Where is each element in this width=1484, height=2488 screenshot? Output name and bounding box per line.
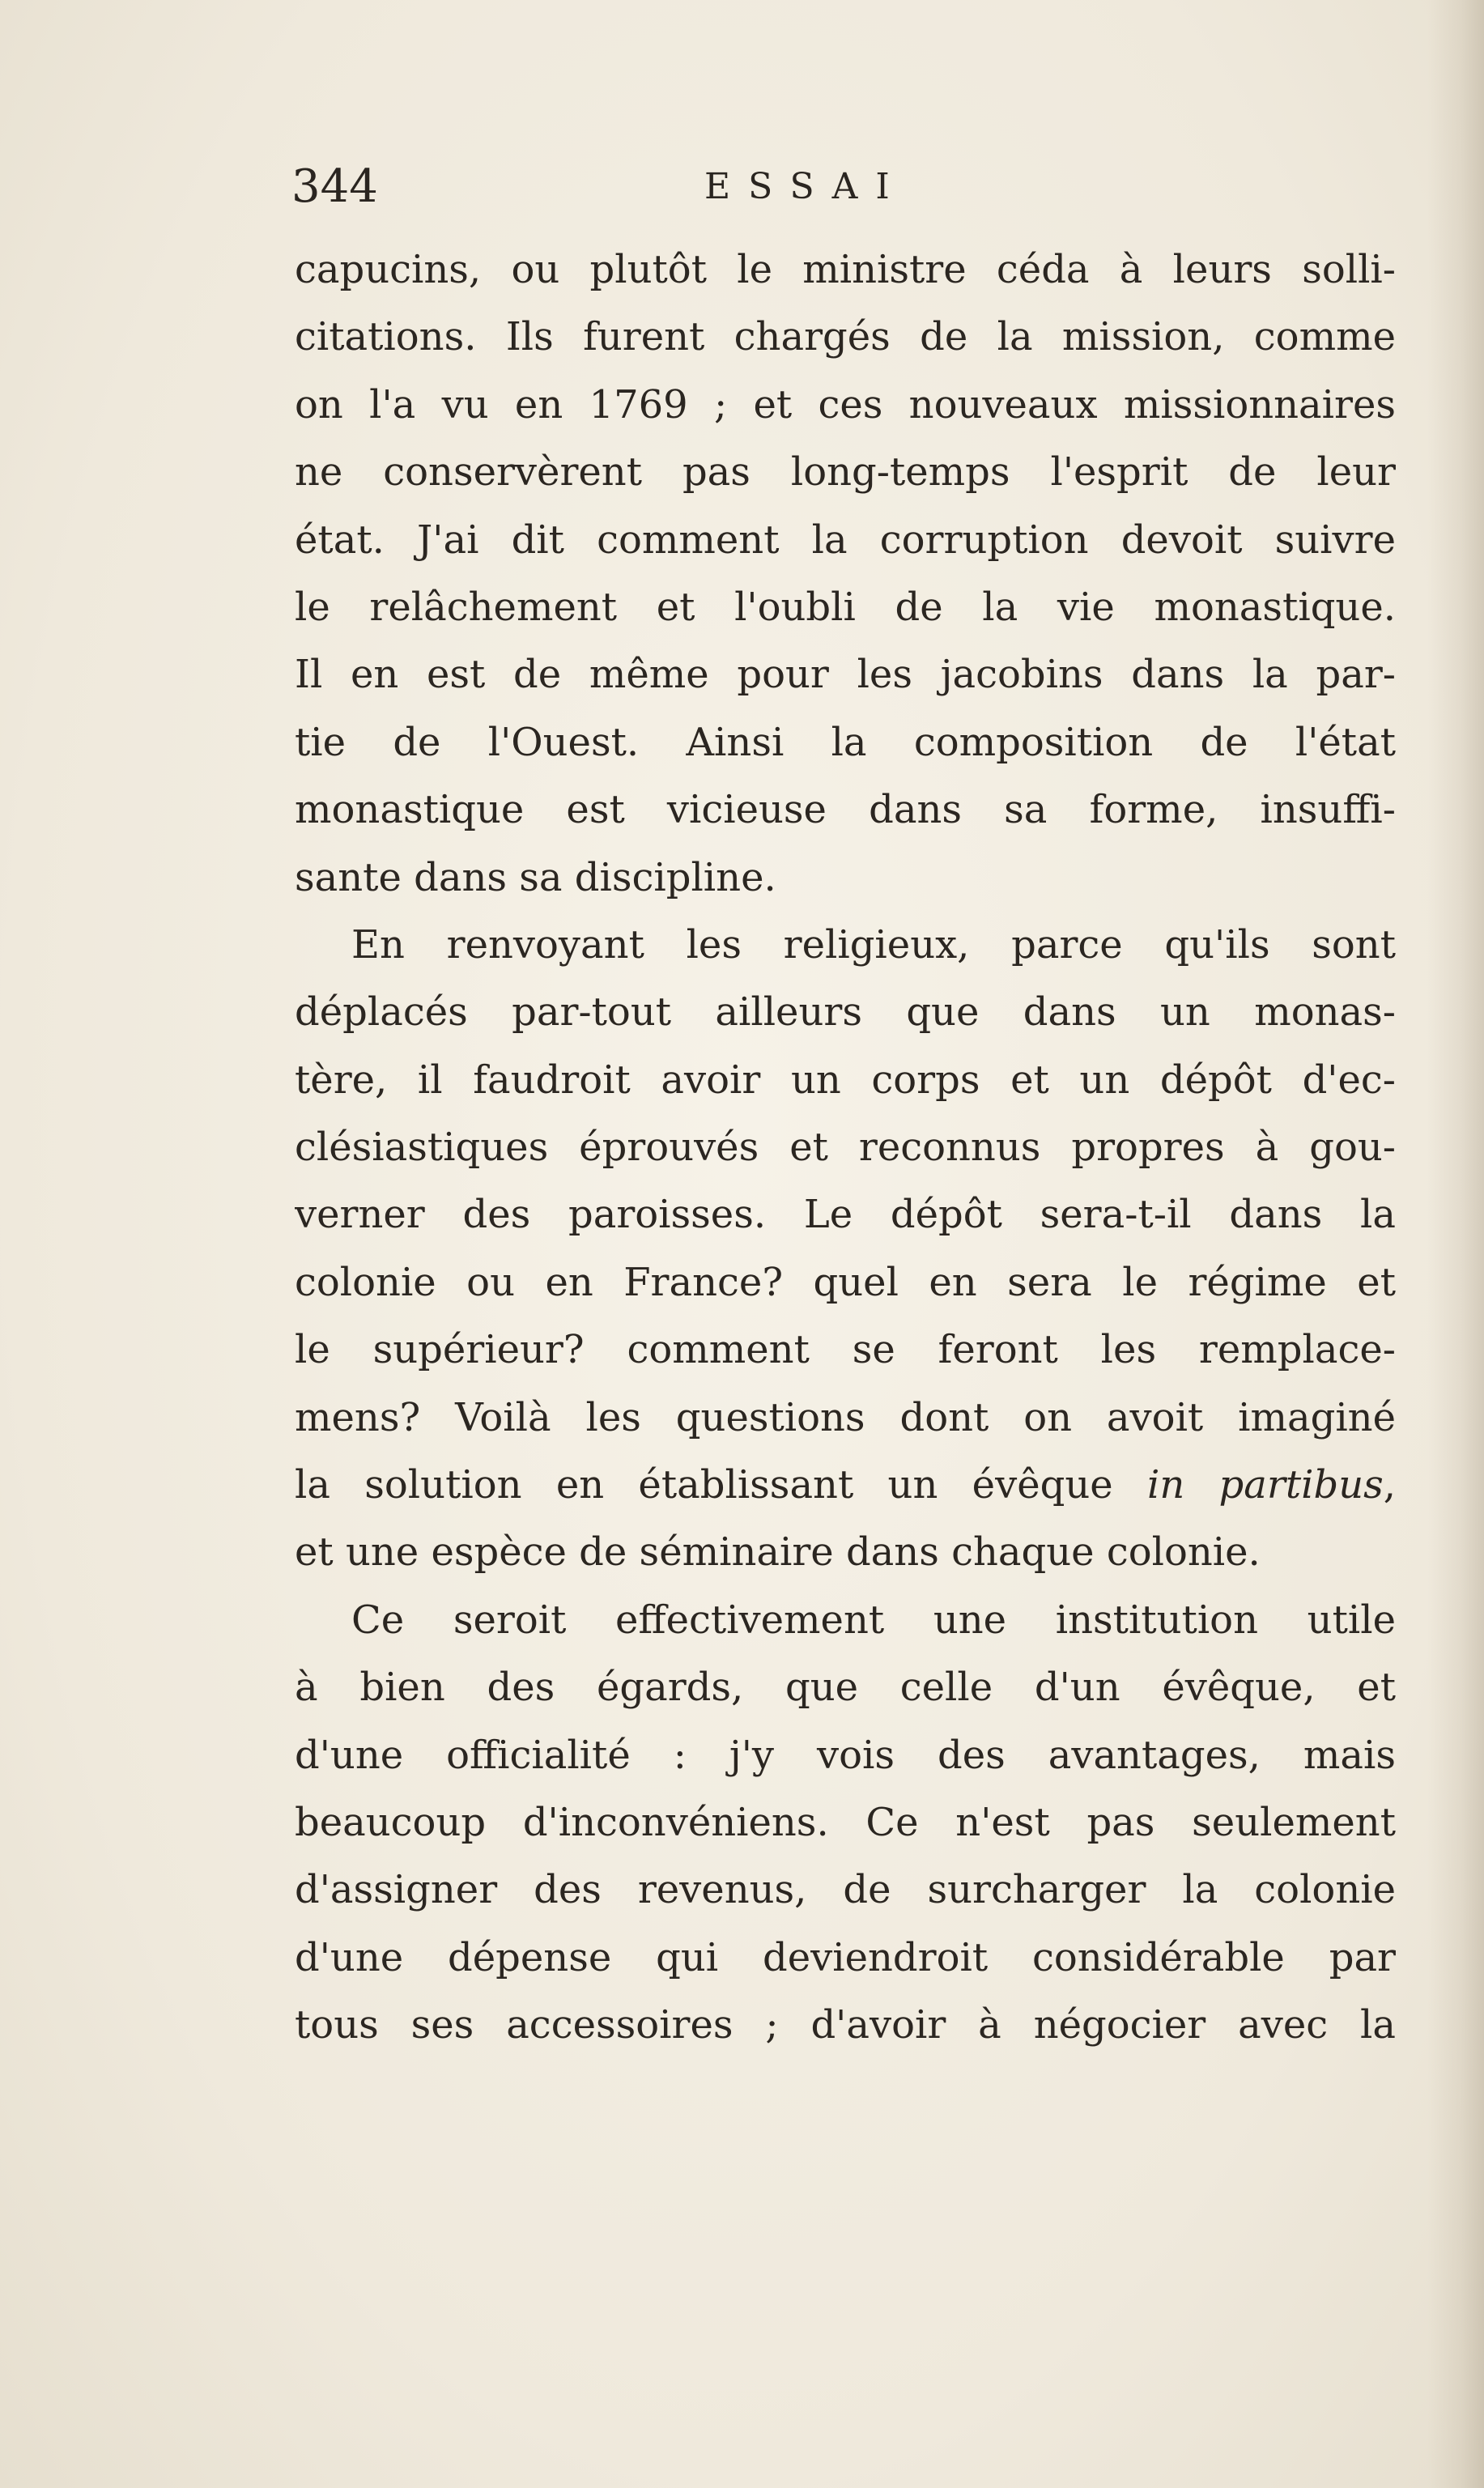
text-line: mens? Voilà les questions dont on avoit imaginé <box>295 1394 1396 1440</box>
paragraph-end-line: et une espèce de séminaire dans chaque colonie. <box>295 1529 1261 1576</box>
text-line: verner des paroisses. Le dépôt sera-t-il dans la <box>295 1192 1396 1238</box>
text-line: beaucoup d'inconvéniens. Ce n'est pas seulement <box>295 1799 1396 1845</box>
text-line: d'assigner des revenus, de surcharger la colonie <box>295 1867 1396 1913</box>
paragraph-start-line: Ce seroit effectivement une institution utile <box>351 1597 1396 1643</box>
text-line: d'une officialité : j'y vois des avantages, mais <box>295 1732 1396 1778</box>
text-line: on l'a vu en 1769 ; et ces nouveaux missionnaires <box>295 381 1396 427</box>
text-line: état. J'ai dit comment la corruption devoit suivre <box>295 517 1396 563</box>
text-segment: la solution en établissant un évêque <box>295 1462 1147 1508</box>
page-header <box>291 159 1401 215</box>
text-line: à bien des égards, que celle d'un évêque, et <box>295 1665 1396 1711</box>
text-line: déplacés par-tout ailleurs que dans un monas- <box>295 989 1396 1036</box>
text-line: tère, il faudroit avoir un corps et un dépôt d'ec- <box>295 1057 1396 1103</box>
text-line: citations. Ils furent chargés de la mission, comme <box>295 314 1396 360</box>
text-line: d'une dépense qui deviendroit considérable par <box>295 1934 1396 1980</box>
text-line-with-italic <box>295 1452 1396 1519</box>
text-line: ne conservèrent pas long-temps l'esprit de leur <box>295 449 1396 495</box>
body-text <box>295 236 1396 2060</box>
text-line: colonie ou en France? quel en sera le régime et <box>295 1259 1396 1305</box>
text-line: capucins, ou plutôt le ministre céda à leurs solli- <box>295 247 1396 292</box>
paragraph-start-line: En renvoyant les religieux, parce qu'ils sont <box>351 921 1396 968</box>
paragraph-end-line: sante dans sa discipline. <box>295 854 776 900</box>
text-line: tous ses accessoires ; d'avoir à négocier avec la <box>295 2002 1396 2048</box>
page-number: 344 <box>291 160 378 213</box>
text-line: Il en est de même pour les jacobins dans la par- <box>295 652 1396 698</box>
text-line: monastique est vicieuse dans sa forme, insuffi- <box>295 787 1396 833</box>
text-line: le supérieur? comment se feront les remplace- <box>295 1327 1396 1373</box>
page-gutter-shadow <box>1427 0 1484 2488</box>
italic-phrase: in partibus <box>1146 1462 1384 1508</box>
text-line: clésiastiques éprouvés et reconnus propres à gou- <box>295 1125 1396 1171</box>
text-line: tie de l'Ouest. Ainsi la composition de l'état <box>295 719 1396 765</box>
text-segment: , <box>1383 1462 1396 1508</box>
running-head: ESSAI <box>704 166 908 207</box>
text-line: le relâchement et l'oubli de la vie monastique. <box>295 584 1396 630</box>
